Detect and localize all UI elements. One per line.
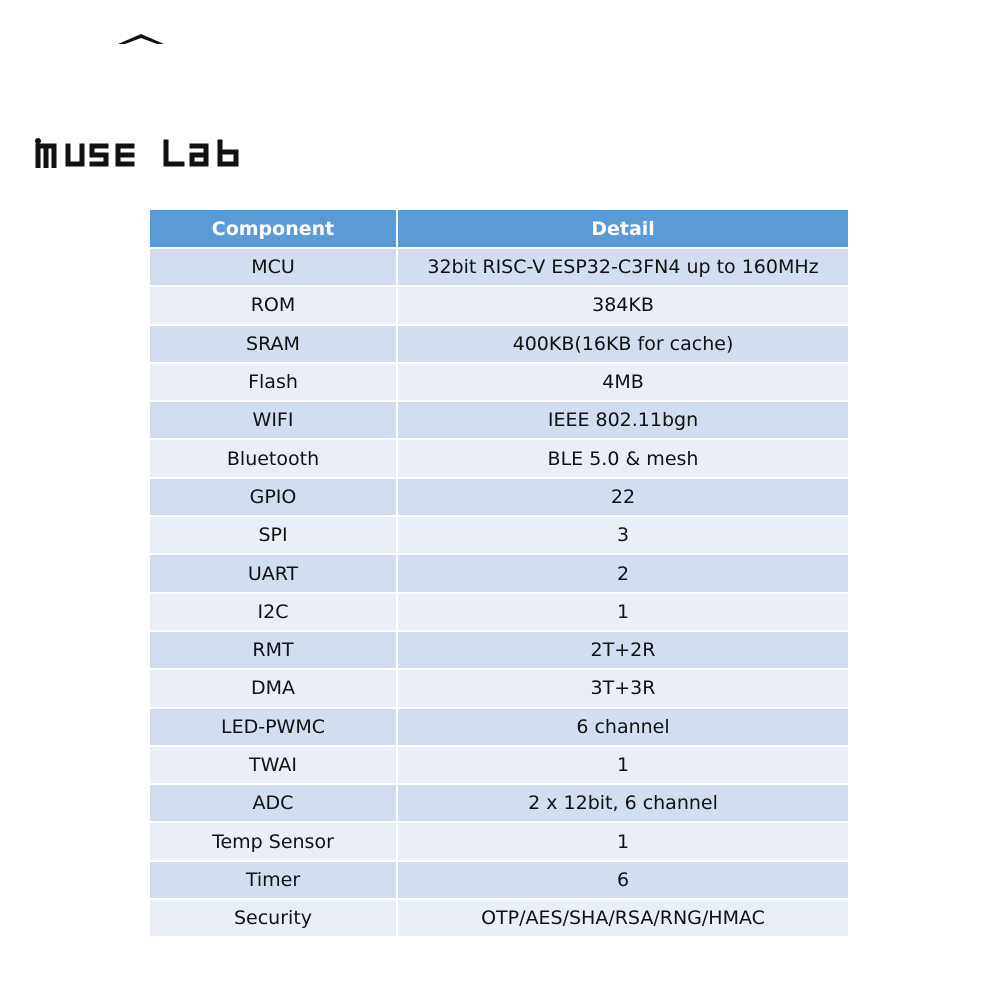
cell-detail: BLE 5.0 & mesh — [398, 440, 848, 478]
cell-component: LED-PWMC — [150, 709, 398, 747]
table-header-row — [150, 210, 848, 249]
cell-component: Bluetooth — [150, 440, 398, 478]
table-row — [150, 747, 848, 785]
cell-detail: 6 channel — [398, 709, 848, 747]
table-row — [150, 709, 848, 747]
cell-component: WIFI — [150, 402, 398, 440]
cell-detail: 2 x 12bit, 6 channel — [398, 785, 848, 823]
cell-detail: 2 — [398, 555, 848, 593]
cell-component: SRAM — [150, 326, 398, 364]
cell-detail: OTP/AES/SHA/RSA/RNG/HMAC — [398, 900, 848, 938]
cell-component: Timer — [150, 862, 398, 900]
cell-component: ROM — [150, 287, 398, 325]
table-row — [150, 364, 848, 402]
cell-component: Flash — [150, 364, 398, 402]
table-row — [150, 823, 848, 861]
cell-component: I2C — [150, 594, 398, 632]
cell-detail: 1 — [398, 594, 848, 632]
cell-component: ADC — [150, 785, 398, 823]
cell-component: UART — [150, 555, 398, 593]
table-row — [150, 632, 848, 670]
cell-component: Temp Sensor — [150, 823, 398, 861]
table-row — [150, 555, 848, 593]
cell-detail: 1 — [398, 747, 848, 785]
cell-detail: 3 — [398, 517, 848, 555]
table-row — [150, 287, 848, 325]
table-row — [150, 326, 848, 364]
cell-detail: IEEE 802.11bgn — [398, 402, 848, 440]
cell-component: GPIO — [150, 479, 398, 517]
cell-component: Security — [150, 900, 398, 938]
table-row — [150, 862, 848, 900]
table-row — [150, 785, 848, 823]
table-row — [150, 479, 848, 517]
cell-component: RMT — [150, 632, 398, 670]
chevron-up-icon — [116, 32, 166, 46]
header-component: Component — [150, 210, 398, 249]
cell-detail: 2T+2R — [398, 632, 848, 670]
cell-component: SPI — [150, 517, 398, 555]
cell-detail: 22 — [398, 479, 848, 517]
table-row — [150, 594, 848, 632]
cell-detail: 4MB — [398, 364, 848, 402]
muse-lab-logo — [34, 136, 248, 168]
cell-detail: 6 — [398, 862, 848, 900]
table-row — [150, 249, 848, 287]
table-row — [150, 440, 848, 478]
cell-detail: 1 — [398, 823, 848, 861]
cell-detail: 384KB — [398, 287, 848, 325]
header-detail: Detail — [398, 210, 848, 249]
table-row — [150, 670, 848, 708]
cell-component: DMA — [150, 670, 398, 708]
table-row — [150, 402, 848, 440]
table-row — [150, 900, 848, 938]
spec-table — [150, 210, 848, 938]
cell-component: TWAI — [150, 747, 398, 785]
cell-component: MCU — [150, 249, 398, 287]
cell-detail: 32bit RISC-V ESP32-C3FN4 up to 160MHz — [398, 249, 848, 287]
table-row — [150, 517, 848, 555]
cell-detail: 400KB(16KB for cache) — [398, 326, 848, 364]
cell-detail: 3T+3R — [398, 670, 848, 708]
